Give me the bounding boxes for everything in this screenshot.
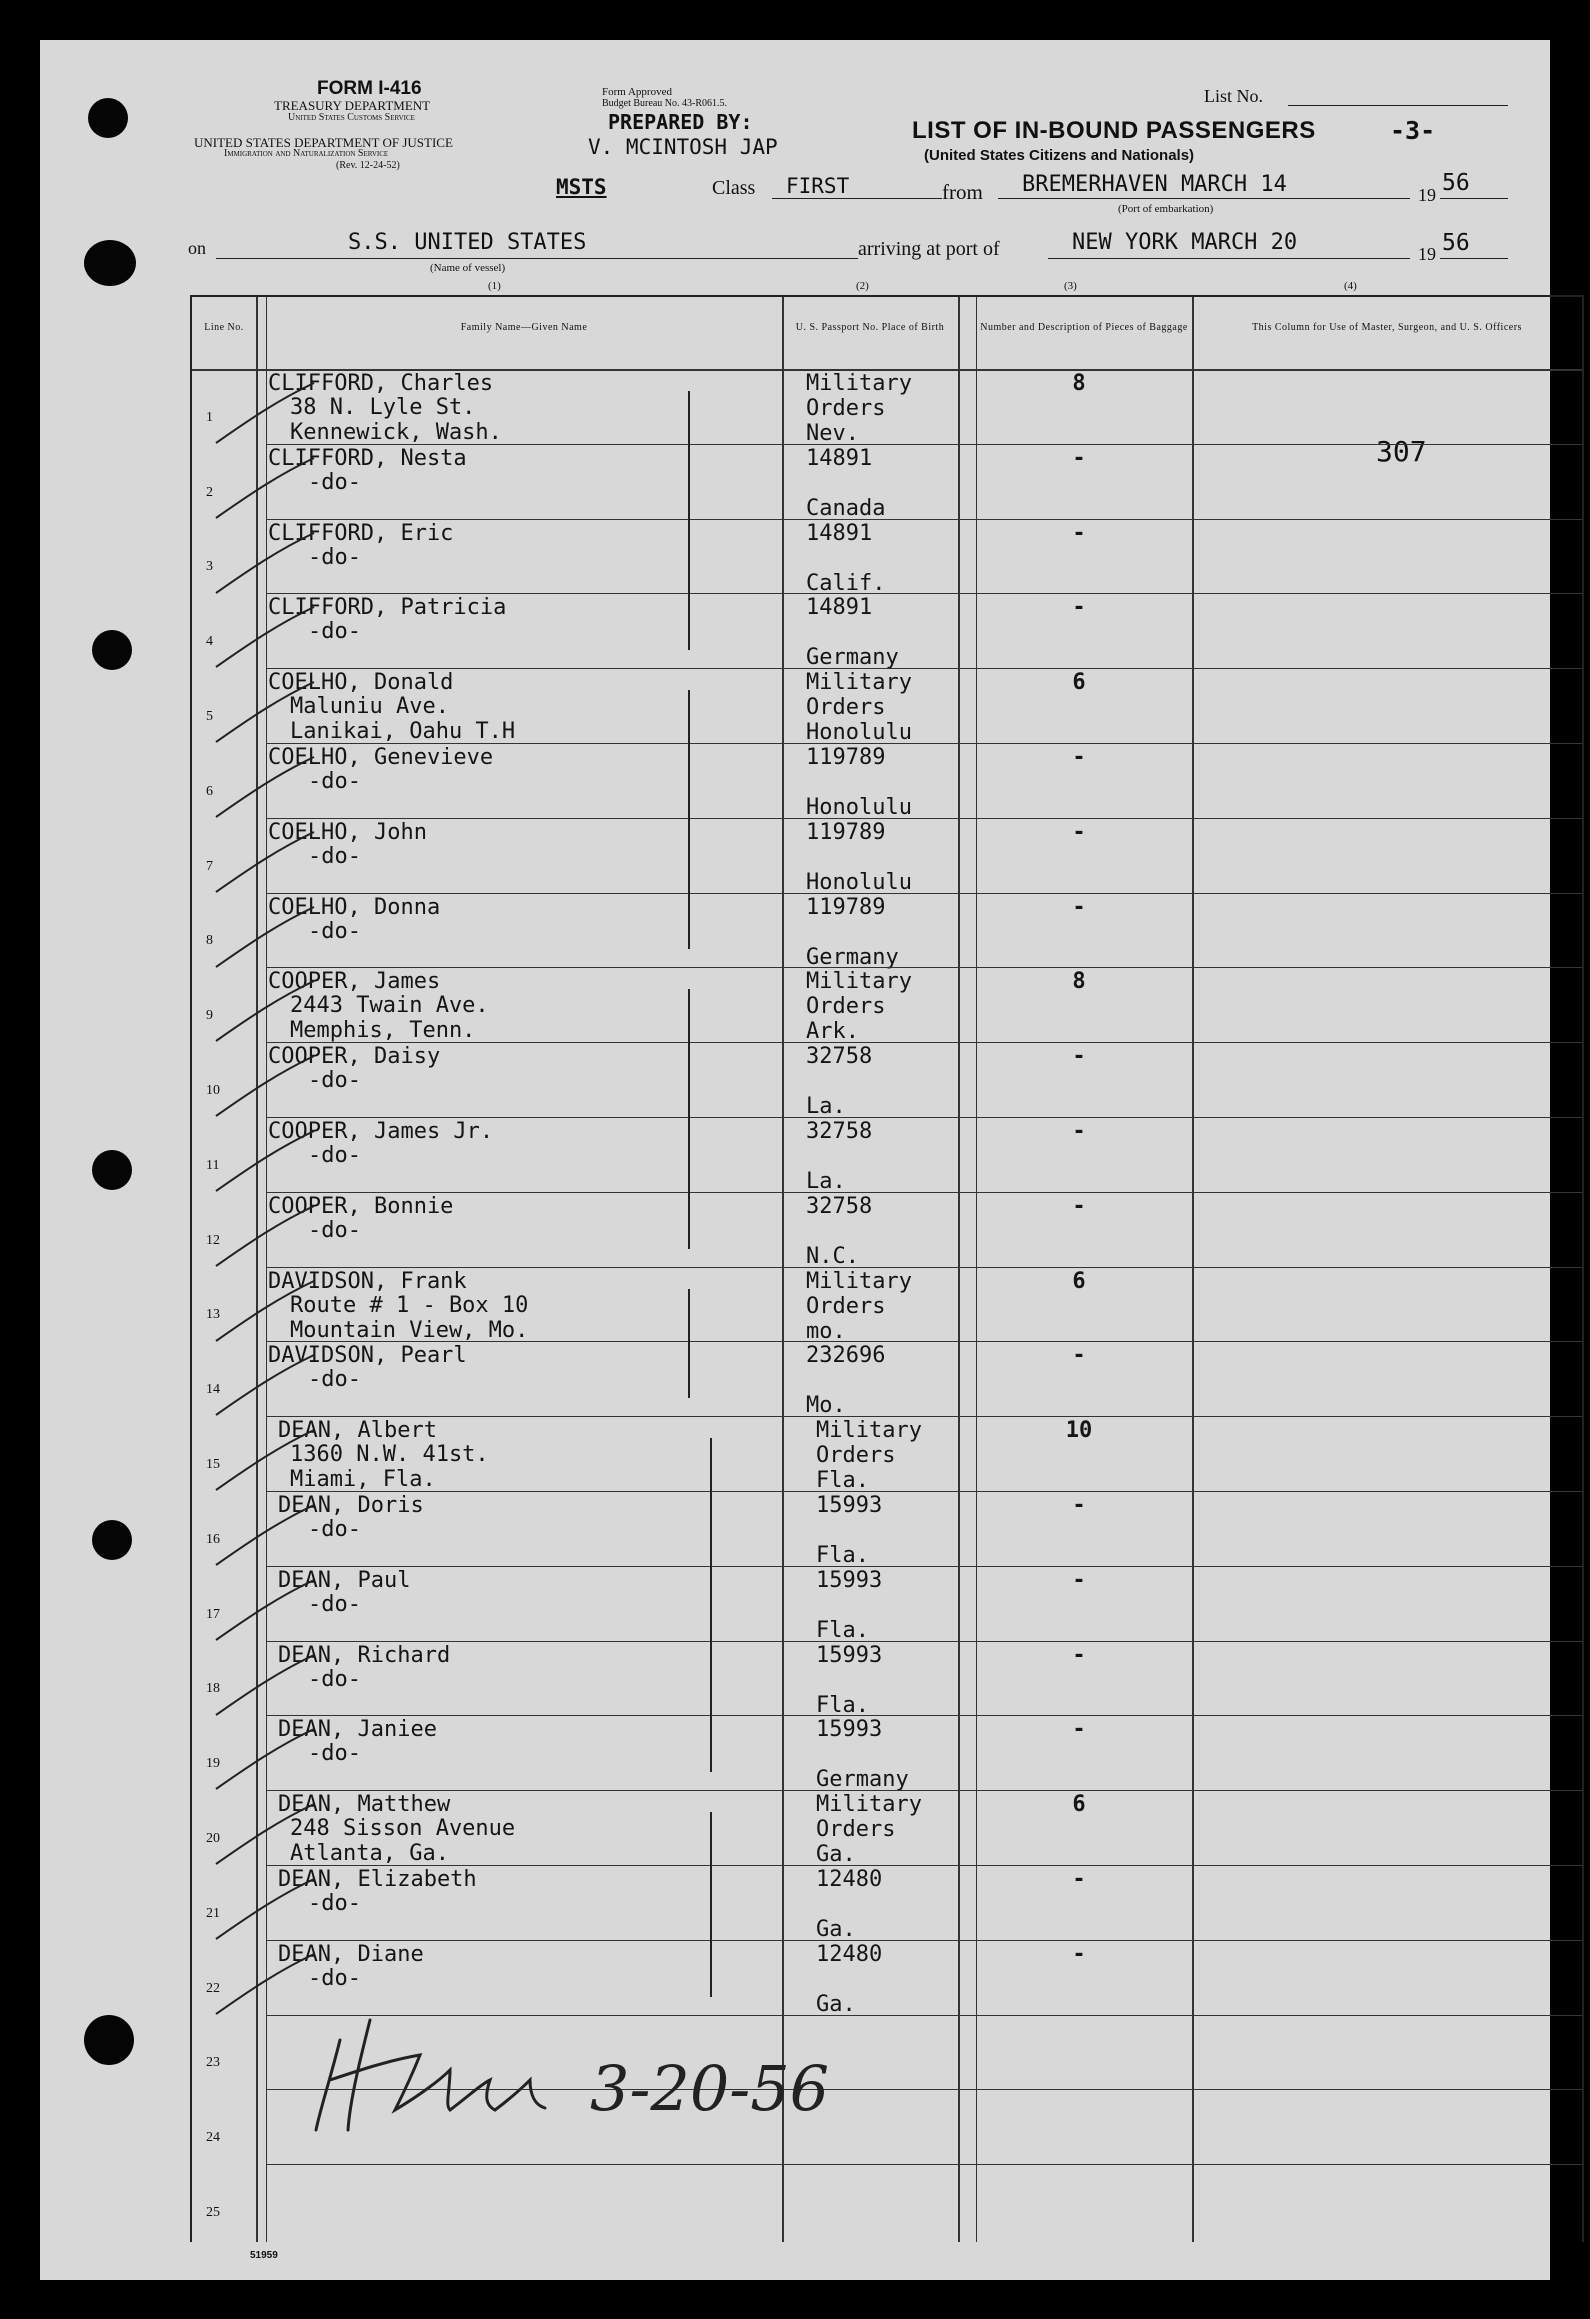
passenger-address: -do- [308,1666,361,1692]
baggage-count: - [1072,1493,1086,1518]
check-mark [210,1127,320,1197]
passport-birthplace: 119789 Honolulu [806,745,912,820]
vessel-name: S.S. UNITED STATES [348,230,587,255]
passport-birthplace: 14891 Canada [806,445,886,521]
year-arrive: 56 [1442,230,1470,256]
passenger-name: DEAN, Matthew [278,1792,451,1818]
check-mark [210,1052,320,1122]
passport-birthplace: 32758 N.C. [806,1193,873,1269]
check-mark [210,1651,320,1721]
baggage-count: - [1072,745,1086,770]
baggage-count: - [1072,595,1086,621]
passenger-name: DEAN, Richard [278,1642,451,1668]
row-rule [266,967,1582,968]
page-subtitle: (United States Citizens and Nationals) [924,147,1195,164]
passenger-address: -do- [308,843,361,869]
passenger-address: Maluniu Ave. Lanikai, Oahu T.H [290,694,516,745]
passport-birthplace: 15993 Fla. [816,1642,883,1718]
passenger-address: -do- [308,1068,361,1094]
line-number: 1 [206,409,213,425]
from-value: BREMERHAVEN MARCH 14 [1022,172,1287,197]
family-bracket [710,1812,712,1996]
port-embark-label: (Port of embarkation) [1118,203,1214,215]
family-bracket [688,1289,690,1399]
ins-service: Immigration and Naturalization Service [224,148,389,159]
row-rule [266,1641,1582,1642]
col-num-1: (1) [488,280,501,292]
line-number: 11 [206,1157,220,1173]
passenger-name: COELHO, John [268,819,427,845]
baggage-count: - [1072,1867,1086,1892]
year-from: 56 [1442,170,1470,196]
row-rule [266,1940,1582,1941]
passenger-address: -do- [308,1891,361,1916]
justice-dept: UNITED STATES DEPARTMENT OF JUSTICE [194,135,453,150]
arriving-label: arriving at port of [858,238,1000,260]
binder-hole [92,630,132,670]
row-rule [266,893,1582,894]
arriving-line [1048,258,1410,259]
col-num-2: (2) [856,280,869,292]
year-arrive-line [1440,258,1508,259]
baggage-count: - [1072,819,1086,845]
passport-birthplace: 15993 Germany [816,1717,909,1793]
col-divider [958,297,960,2242]
binder-hole [84,2015,134,2065]
passenger-address: 38 N. Lyle St. Kennewick, Wash. [290,395,502,445]
passenger-address: -do- [308,544,361,570]
baggage-count: 6 [1072,1792,1086,1818]
passenger-address: 2443 Twain Ave. Memphis, Tenn. [290,993,489,1044]
col-header-name: Family Name—Given Name [460,321,588,333]
signature-date: 3-20-56 [590,2052,830,2125]
row-rule [266,1192,1582,1193]
check-mark [210,1576,320,1646]
baggage-count: 6 [1072,1268,1086,1294]
passport-birthplace: Military Orders Honolulu [806,670,912,746]
passenger-name: COELHO, Donna [268,894,441,920]
revision: (Rev. 12-24-52) [336,160,400,171]
check-mark [210,454,320,524]
line-number: 2 [206,484,213,500]
passenger-address: -do- [308,1965,361,1991]
year-prefix-2: 19 [1418,244,1436,264]
binder-hole [88,98,128,138]
passenger-name: COELHO, Donald [268,670,454,696]
passenger-name: COOPER, Bonnie [268,1193,454,1219]
customs-service: United States Customs Service [288,112,415,123]
check-mark [210,1725,320,1795]
prepared-by: PREPARED BY: [608,110,753,134]
passport-birthplace: 119789 Honolulu [806,819,912,895]
line-number: 9 [206,1008,213,1024]
row-rule [266,519,1582,520]
baggage-count: 8 [1072,969,1086,995]
col-num-4: (4) [1344,280,1357,292]
baggage-count: 6 [1072,670,1086,696]
passport-birthplace: 119789 Germany [806,894,899,970]
baggage-count: - [1072,1567,1086,1593]
line-number: 20 [206,1831,220,1846]
passenger-address: 248 Sisson Avenue Atlanta, Ga. [290,1816,516,1867]
passenger-address: -do- [308,1367,361,1393]
baggage-count: - [1072,1717,1086,1743]
form-approved: Form Approved [602,86,672,98]
officer-note: 307 [1376,435,1427,468]
line-number: 24 [206,2130,220,2146]
line-number: 13 [206,1307,220,1323]
baggage-count: - [1072,1941,1086,1967]
class-value: FIRST [786,174,850,198]
baggage-count: - [1072,1193,1086,1219]
passport-birthplace: Military Orders Ark. [806,969,912,1045]
passenger-address: Route # 1 - Box 10 Mountain View, Mo. [290,1292,529,1343]
passport-birthplace: 232696 Mo. [806,1343,886,1419]
line-number: 5 [206,709,213,724]
line-number: 7 [206,858,213,874]
vessel-line [216,258,858,259]
row-rule [266,1341,1582,1342]
baggage-count: 8 [1072,371,1086,396]
passenger-name: CLIFFORD, Patricia [268,595,507,621]
passenger-address: -do- [308,1741,361,1767]
preparer-name: V. MCINTOSH JAP [588,135,778,159]
passport-birthplace: Military Orders Fla. [816,1418,922,1494]
row-rule [266,1491,1582,1492]
row-rule [266,1566,1582,1567]
passenger-name: DAVIDSON, Pearl [268,1343,467,1369]
passport-birthplace: 32758 La. [806,1044,873,1120]
msts: MSTS [556,175,607,199]
passenger-address: -do- [308,469,361,495]
line-number: 25 [206,2205,220,2220]
passenger-name: DEAN, Diane [278,1941,424,1967]
baggage-count: - [1072,894,1086,920]
passport-birthplace: 14891 Germany [806,595,899,671]
passenger-name: COOPER, James [268,969,441,995]
passenger-name: COOPER, Daisy [268,1044,441,1070]
check-mark [210,977,320,1047]
line-number: 4 [206,634,213,650]
check-mark [210,379,320,449]
row-rule [266,444,1582,445]
col-divider [1192,297,1194,2242]
passenger-name: DEAN, Janiee [278,1717,437,1743]
passenger-address: -do- [308,619,361,645]
check-mark [210,1426,320,1496]
line-number: 17 [206,1606,220,1622]
passenger-address: -do- [308,1591,361,1617]
passenger-address: -do- [308,918,361,944]
family-bracket [688,989,690,1248]
line-number: 14 [206,1382,220,1398]
list-no-label: List No. [1204,86,1264,106]
col-divider [976,297,977,2242]
binder-hole [92,1520,132,1560]
col-header-baggage: Number and Description of Pieces of Baggage [980,321,1188,333]
passenger-address: 1360 N.W. 41st. Miami, Fla. [290,1442,489,1493]
row-rule [266,593,1582,594]
passenger-name: DEAN, Doris [278,1493,424,1518]
page-mark: -3- [1390,116,1436,145]
arriving-value: NEW YORK MARCH 20 [1072,230,1298,255]
signature [300,2000,940,2150]
passport-birthplace: 12480 Ga. [816,1867,883,1942]
passport-birthplace: 15993 Fla. [816,1493,883,1568]
col-header-line-no: Line No. [204,321,244,333]
baggage-count: 10 [1065,1418,1093,1444]
passenger-address: -do- [308,769,361,794]
check-mark [210,1501,320,1571]
passenger-name: DEAN, Paul [278,1567,411,1593]
check-mark [210,1202,320,1272]
family-bracket [688,391,690,650]
from-line [998,198,1410,199]
col-header-officers: This Column for Use of Master, Surgeon, and U. S. Officers [1252,321,1522,333]
passport-birthplace: 14891 Calif. [806,520,886,596]
row-rule [266,1042,1582,1043]
department: TREASURY DEPARTMENT [274,98,431,113]
line-number: 23 [206,2055,220,2071]
passenger-name: DEAN, Albert [278,1418,437,1444]
row-rule [266,668,1582,669]
line-number: 21 [206,1905,220,1921]
passenger-name: CLIFFORD, Nesta [268,445,467,471]
check-mark [210,1875,320,1945]
form-page [40,40,1550,2280]
passport-birthplace: 32758 La. [806,1119,873,1194]
passport-birthplace: Military Orders Ga. [816,1792,922,1868]
class-line [772,198,942,199]
row-rule [266,1715,1582,1716]
footer-code: 51959 [250,2250,278,2261]
check-mark [210,1351,320,1421]
passenger-name: COOPER, James Jr. [268,1119,494,1144]
row-rule [266,743,1582,744]
baggage-count: - [1072,445,1086,471]
check-mark [210,603,320,673]
check-mark [210,828,320,898]
col-header-passport: U. S. Passport No. Place of Birth [795,321,945,333]
line-number: 6 [206,783,213,799]
passenger-address: -do- [308,1143,361,1168]
passport-birthplace: Military Orders mo. [806,1268,912,1344]
binder-hole [84,240,136,286]
baggage-count: - [1072,1343,1086,1369]
passenger-name: CLIFFORD, Eric [268,520,454,546]
passenger-name: COELHO, Genevieve [268,745,494,770]
row-rule [266,1865,1582,1866]
check-mark [210,1277,320,1347]
row-rule [266,1416,1582,1417]
line-number: 22 [206,1980,220,1996]
line-number: 12 [206,1232,220,1248]
check-mark [210,753,320,823]
year-prefix: 19 [1418,185,1436,205]
line-number: 18 [206,1681,220,1697]
family-bracket [710,1438,712,1772]
year-from-line [1440,198,1508,199]
check-mark [210,903,320,973]
baggage-count: - [1072,1642,1086,1668]
budget-bureau: Budget Bureau No. 43-R061.5. [602,98,727,109]
passenger-address: -do- [308,1517,361,1542]
baggage-count: - [1072,1119,1086,1144]
baggage-count: - [1072,520,1086,546]
check-mark [210,1800,320,1870]
class-label: Class [712,177,756,199]
passenger-address: -do- [308,1217,361,1243]
binder-hole [92,1150,132,1190]
col-divider [782,297,784,2242]
passenger-name: CLIFFORD, Charles [268,371,494,396]
passenger-name: DAVIDSON, Frank [268,1268,467,1294]
page-title: LIST OF IN-BOUND PASSENGERS [912,117,1316,144]
row-rule [266,1790,1582,1791]
passport-birthplace: Military Orders Nev. [806,371,912,446]
col-num-3: (3) [1064,280,1077,292]
on-label: on [188,238,206,258]
check-mark [210,678,320,748]
form-number: FORM I-416 [317,78,422,99]
line-number: 15 [206,1457,220,1472]
line-number: 3 [206,559,213,575]
line-number: 8 [206,933,213,949]
passport-birthplace: 15993 Fla. [816,1567,883,1643]
line-number: 10 [206,1083,220,1098]
row-rule [266,2164,1582,2165]
passport-birthplace: 12480 Ga. [816,1941,883,2017]
row-rule [266,1267,1582,1268]
check-mark [210,529,320,599]
baggage-count: - [1072,1044,1086,1070]
vessel-label: (Name of vessel) [430,262,506,274]
passenger-name: DEAN, Elizabeth [278,1867,477,1892]
family-bracket [688,690,690,949]
line-number: 19 [206,1756,220,1772]
passenger-table [190,295,1584,2242]
row-rule [266,818,1582,819]
list-no-line [1288,105,1508,106]
from-label: from [942,180,983,204]
line-number: 16 [206,1531,220,1547]
row-rule [266,1117,1582,1118]
